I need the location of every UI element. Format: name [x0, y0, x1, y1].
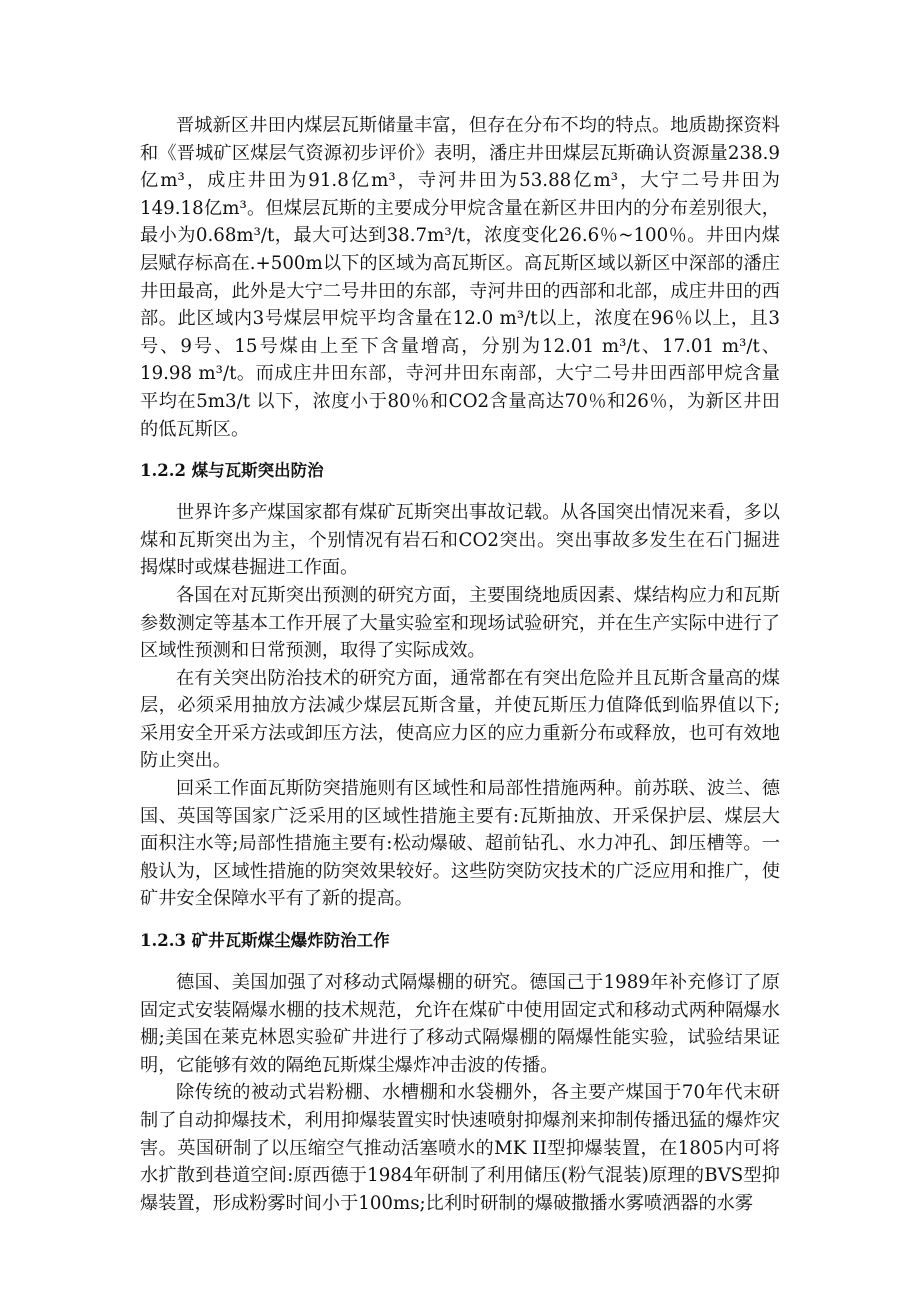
paragraph-explosion-barriers: 德国、美国加强了对移动式隔爆棚的研究。德国己于1989年补充修订了原固定式安装隔爆水棚的技术规范，允许在煤矿中使用固定式和移动式两种隔爆水棚;美国在莱克林恩实验矿井进行了移动式隔爆棚的隔爆性能实验，试验结果证明，它能够有效的隔绝瓦斯煤尘爆炸冲击波的传播。: [140, 972, 780, 1076]
paragraph-outburst-prevention: 在有关突出防治技术的研究方面，通常都在有突出危险并且瓦斯含量高的煤层，必须采用抽放方法减少煤层瓦斯含量，并使瓦斯压力值降低到临界值以下;采用安全开采方法或卸压方法，使高应力区的应力重新分布或释放，也可有效地防止突出。: [140, 667, 780, 772]
section-heading-1-2-3: 1.2.3 矿井瓦斯煤尘爆炸防治工作: [140, 931, 390, 951]
section-heading-1-2-2: 1.2.2 煤与瓦斯突出防治: [140, 461, 324, 481]
paragraph-working-face-measures: 回采工作面瓦斯防突措施则有区域性和局部性措施两种。前苏联、波兰、德国、英国等国家广泛采用的区域性措施主要有:瓦斯抽放、开采保护层、煤层大面积注水等;局部性措施主要有:松动爆破、超前钻孔、水力冲孔、卸压槽等。一般认为，区域性措施的防突效果较好。这些防突防灾技术的广泛应用和推广，使矿井安全保障水平有了新的提高。: [140, 778, 780, 910]
document-page: [140, 112, 780, 1217]
paragraph-gas-reserves: 晋城新区井田内煤层瓦斯储量丰富，但存在分布不均的特点。地质勘探资料和《晋城矿区煤层气资源初步评价》表明，潘庄井田煤层瓦斯确认资源量238.9亿m³，成庄井田为91.8亿m³，寺河井田为53.88亿m³，大宁二号井田为149.18亿m³。但煤层瓦斯的主要成分甲烷含量在新区井田内的分布差别很大，最小为0.68m³/t，最大可达到38.7m³/t，浓度变化26.6％~100％。井田内煤层赋存标高在.+500m以下的区域为高瓦斯区。高瓦斯区域以新区中深部的潘庄井田最高，此外是大宁二号井田的东部，寺河井田的西部和北部，成庄井田的西部。此区域内3号煤层甲烷平均含量在12.0 m³/t以上，浓度在96％以上，且3号、9号、15号煤由上至下含量增高，分别为12.01 m³/t、17.01 m³/t、19.98 m³/t。而成庄井田东部，寺河井田东南部，大宁二号井田西部甲烷含量平均在5m3/t 以下，浓度小于80％和CO2含量高达70％和26％，为新区井田的低瓦斯区。: [140, 115, 780, 440]
paragraph-explosion-suppression: 除传统的被动式岩粉棚、水槽棚和水袋棚外，各主要产煤国于70年代末研制了自动抑爆技术，利用抑爆装置实时快速喷射抑爆剂来抑制传播迅猛的爆炸灾害。英国研制了以压缩空气推动活塞喷水的MK II型抑爆装置，在1805内可将水扩散到巷道空间:原西德于1984年研制了利用储压(粉气混装)原理的BVS型抑爆装置，形成粉雾时间小于100ms;比利时研制的爆破撒播水雾喷洒器的水雾: [140, 1082, 780, 1214]
paragraph-outburst-records: 世界许多产煤国家都有煤矿瓦斯突出事故记载。从各国突出情况来看，多以煤和瓦斯突出为主，个别情况有岩石和CO2突出。突出事故多发生在石门掘进揭煤时或煤巷掘进工作面。: [140, 502, 780, 579]
paragraph-outburst-prediction: 各国在对瓦斯突出预测的研究方面，主要围绕地质因素、煤结构应力和瓦斯参数测定等基本工作开展了大量实验室和现场试验研究，并在生产实际中进行了区域性预测和日常预测，取得了实际成效。: [140, 584, 780, 662]
